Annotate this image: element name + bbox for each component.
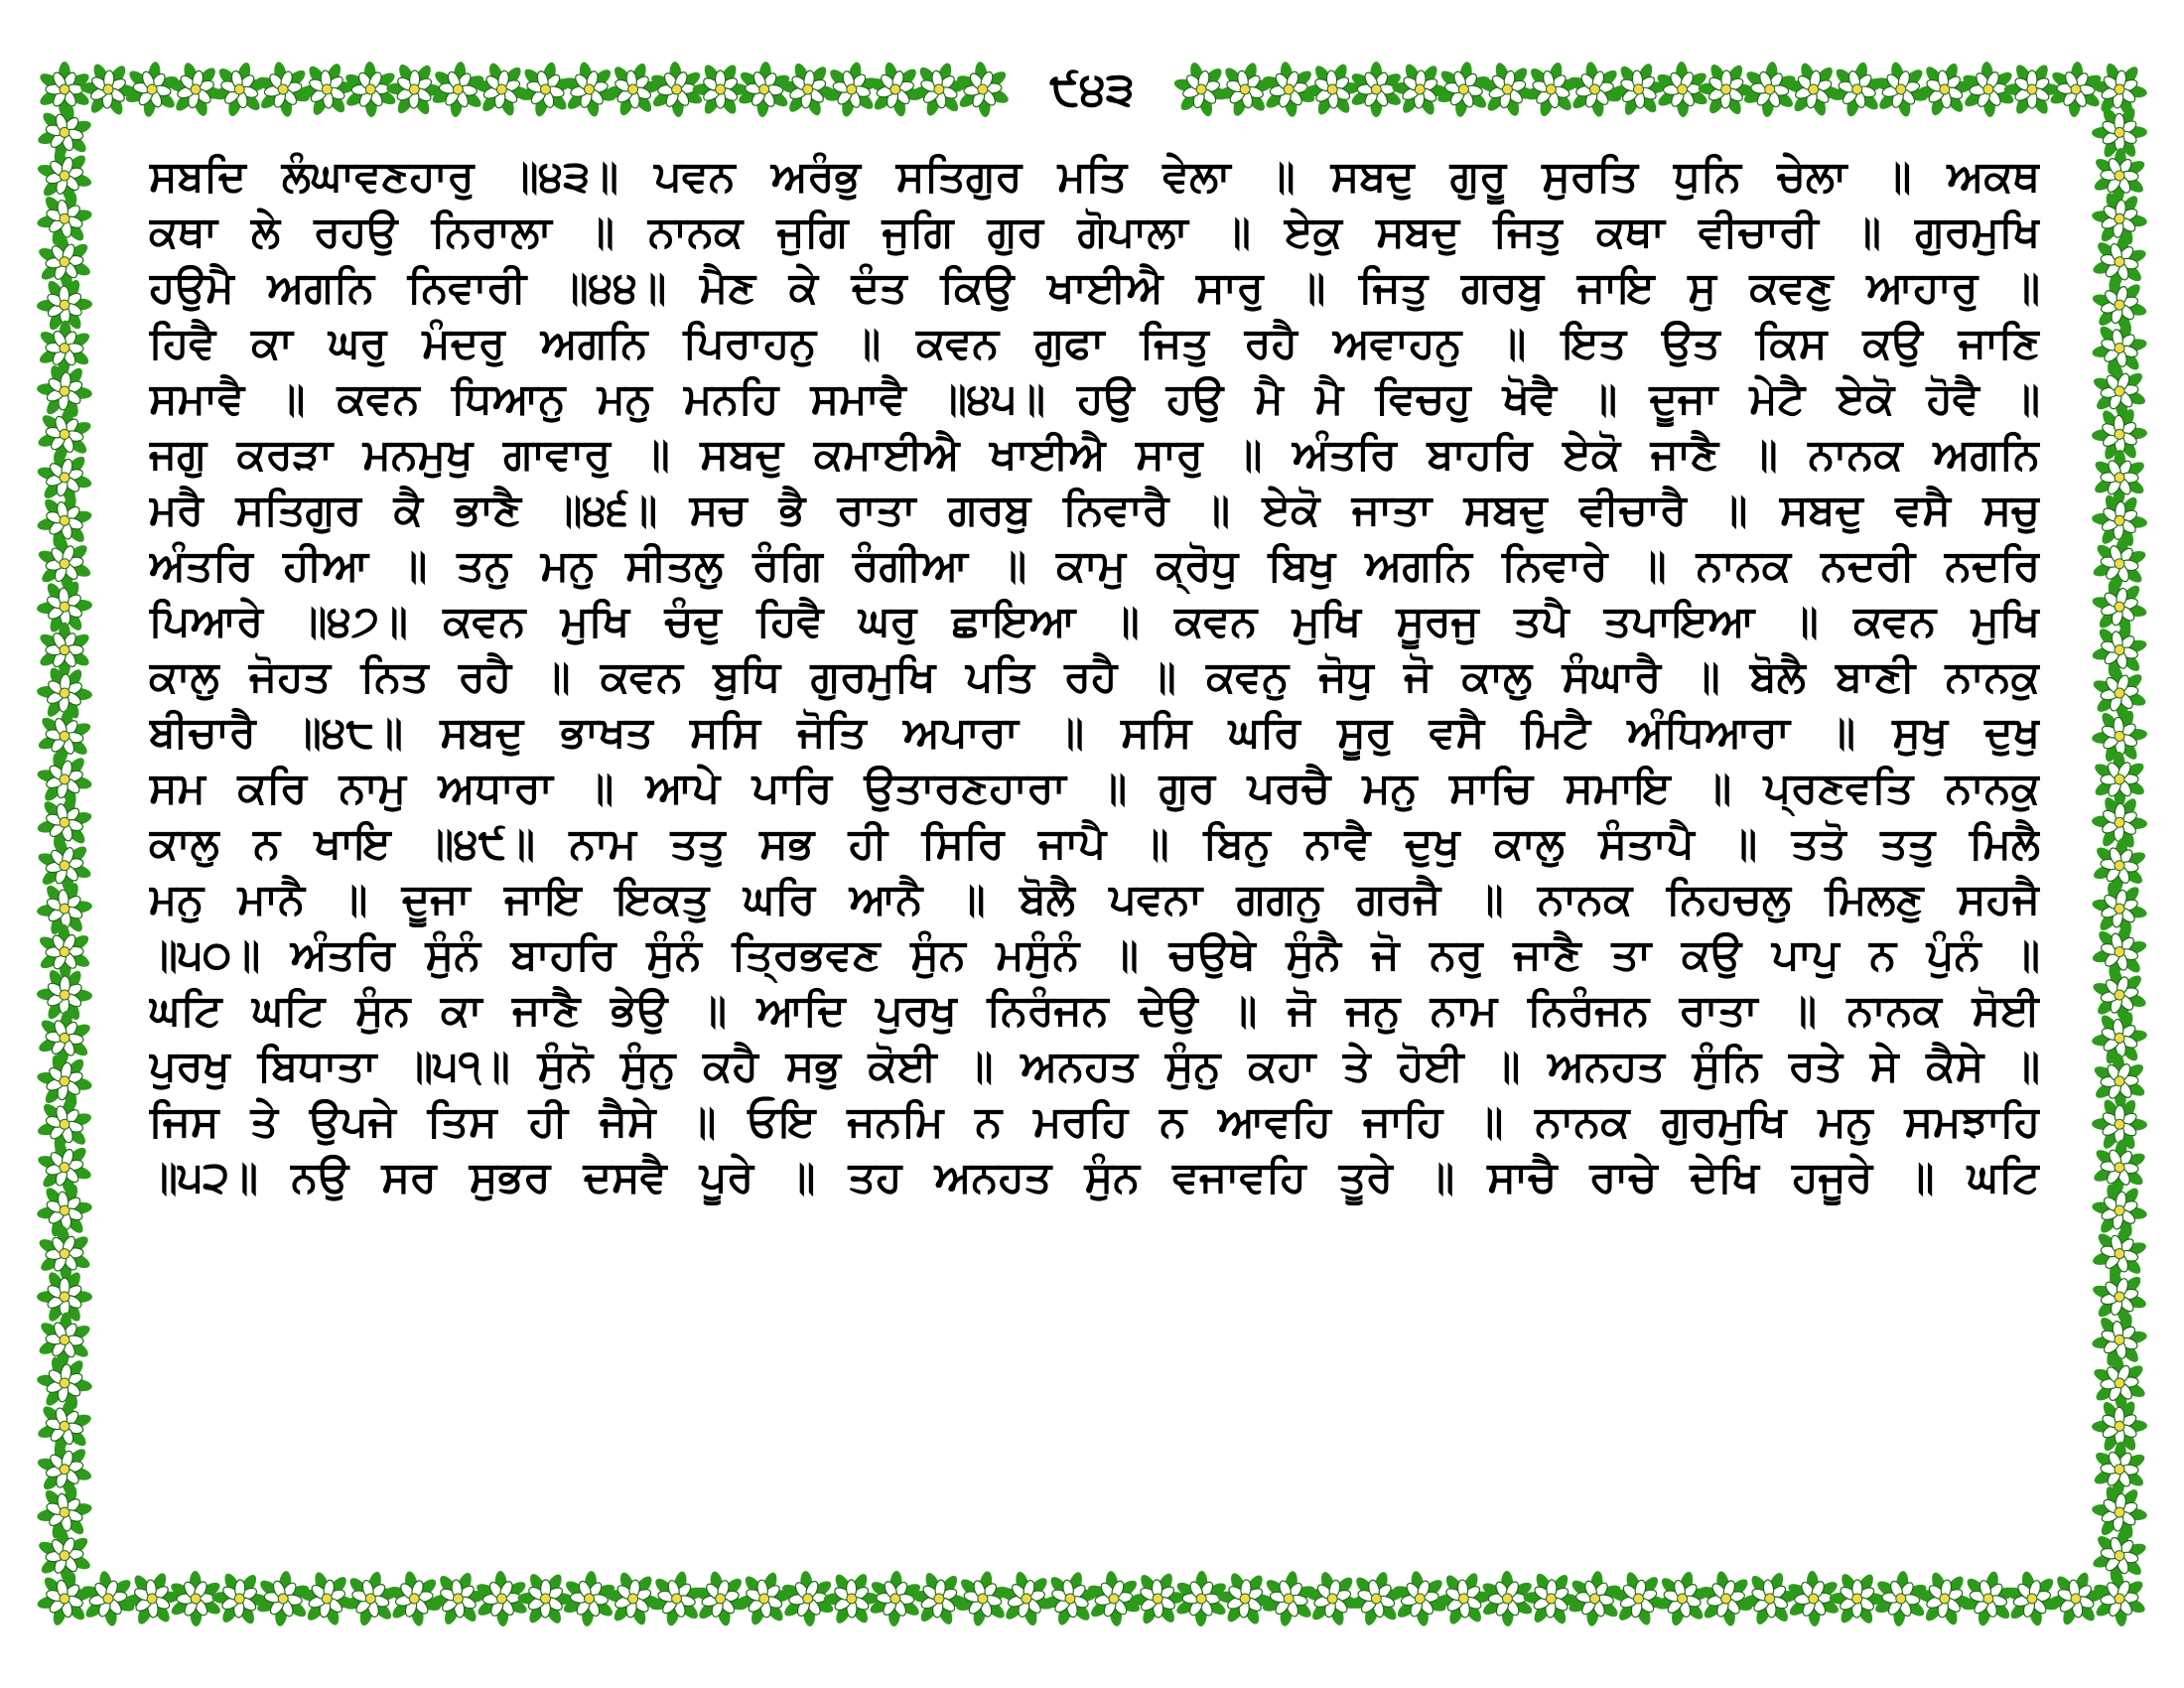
border-flower	[33, 402, 95, 467]
text-line-7: ਮਰੈ ਸਤਿਗੁਰ ਕੈ ਭਾਣੈ ॥੪੬॥ ਸਚ ਭੈ ਰਾਤਾ ਗਰਬੁ ਨਿਵਾਰੈ ॥ ਏਕੋ ਜਾਤਾ ਸਬਦੁ ਵੀਚਾਰੈ ॥ ਸਬਦੁ ਵਸੈ ਸਚੁ	[149, 486, 2040, 535]
border-flower	[36, 1311, 93, 1370]
text-line-4: ਹਿਵੈ ਕਾ ਘਰੁ ਮੰਦਰੁ ਅਗਨਿ ਪਿਰਾਹਨੁ ॥ ਕਵਨ ਗੁਫਾ ਜਿਤੁ ਰਹੈ ਅਵਾਹਨੁ ॥ ਇਤ ਉਤ ਕਿਸ ਕਉ ਜਾਣਿ	[149, 319, 2040, 368]
text-line-17: ਪੁਰਖੁ ਬਿਧਾਤਾ ॥੫੧॥ ਸੁੰਨੋ ਸੁੰਨੁ ਕਹੈ ਸਭੁ ਕੋਈ ॥ ਅਨਹਤ ਸੁੰਨੁ ਕਹਾ ਤੇ ਹੋਈ ॥ ਅਨਹਤ ਸੁੰਨਿ ਰਤੇ ਸੇ ਕੈਸੇ ॥	[149, 1042, 2040, 1091]
border-flower	[2090, 835, 2150, 897]
text-line-8: ਅੰਤਰਿ ਹੀਆ ॥ ਤਨੁ ਮਨੁ ਸੀਤਲੁ ਰੰਗਿ ਰੰਗੀਆ ॥ ਕਾਮੁ ਕ੍ਰੋਧੁ ਬਿਖੁ ਅਗਨਿ ਨਿਵਾਰੇ ॥ ਨਾਨਕ ਨਦਰੀ ਨਦਰਿ	[149, 541, 2040, 591]
border-flower	[2091, 147, 2147, 206]
text-line-9: ਪਿਆਰੇ ॥੪੭॥ ਕਵਨ ਮੁਖਿ ਚੰਦੁ ਹਿਵੈ ਘਰੁ ਛਾਇਆ ॥ ਕਵਨ ਮੁਖਿ ਸੂਰਜੁ ਤਪੈ ਤਪਾਇਆ ॥ ਕਵਨ ਮੁਖਿ	[149, 597, 2040, 646]
border-flower	[34, 705, 95, 768]
border-flower	[2089, 532, 2151, 596]
border-flower	[2090, 1137, 2148, 1197]
border-flower	[35, 1008, 94, 1068]
text-line-14: ਮਨੁ ਮਾਨੈ ॥ ਦੂਜਾ ਜਾਇ ਇਕਤੁ ਘਰਿ ਆਨੈ ॥ ਬੋਲੈ ਪਵਨਾ ਗਗਨੁ ਗਰਜੈ ॥ ਨਾਨਕ ਨਿਹਚਲੁ ਮਿਲਣੁ ਸਹਜੈ	[149, 875, 2040, 924]
text-line-6: ਜਗੁ ਕਰੜਾ ਮਨਮੁਖੁ ਗਾਵਾਰੁ ॥ ਸਬਦੁ ਕਮਾਈਐ ਖਾਈਐ ਸਾਰੁ ॥ ਅੰਤਰਿ ਬਾਹਰਿ ਏਕੋ ਜਾਣੈ ॥ ਨਾਨਕ ਅਗਨਿ	[149, 430, 2040, 480]
border-flower	[2092, 449, 2146, 505]
text-line-12: ਸਮ ਕਰਿ ਨਾਮੁ ਅਧਾਰਾ ॥ ਆਪੇ ਪਾਰਿ ਉਤਾਰਣਹਾਰਾ ॥ ਗੁਰ ਪਰਚੈ ਮਨੁ ਸਾਚਿ ਸਮਾਇ ॥ ਪ੍ਰਣਵਤਿ ਨਾਨਕੁ	[149, 764, 2040, 813]
text-line-18: ਜਿਸ ਤੇ ਉਪਜੇ ਤਿਸ ਹੀ ਜੈਸੇ ॥ ਓਇ ਜਨਮਿ ਨ ਮਰਹਿ ਨ ਆਵਹਿ ਜਾਹਿ ॥ ਨਾਨਕ ਗੁਰਮੁਖਿ ਮਨੁ ਸਮਝਾਹਿ	[149, 1097, 2040, 1147]
text-line-5: ਸਮਾਵੈ ॥ ਕਵਨ ਧਿਆਨੁ ਮਨੁ ਮਨਹਿ ਸਮਾਵੈ ॥੪੫॥ ਹਉ ਹਉ ਮੈ ਮੈ ਵਿਚਹੁ ਖੋਵੈ ॥ ਦੂਜਾ ਮੇਟੈ ਏਕੋ ਹੋਵੈ ॥	[149, 374, 2040, 424]
scripture-text	[149, 149, 2040, 1539]
page-number: ੯੪੩	[1032, 54, 1152, 123]
text-line-10: ਕਾਲੁ ਜੋਹਤ ਨਿਤ ਰਹੈ ॥ ਕਵਨ ਬੁਧਿ ਗੁਰਮੁਖਿ ਪਤਿ ਰਹੈ ॥ ਕਵਨੁ ਜੋਧੁ ਜੋ ਕਾਲੁ ਸੰਘਾਰੈ ॥ ਬੋਲੈ ਬਾਣੀ ਨਾਨਕੁ	[149, 652, 2040, 702]
text-line-16: ਘਟਿ ਘਟਿ ਸੁੰਨ ਕਾ ਜਾਣੈ ਭੇਉ ॥ ਆਦਿ ਪੁਰਖੁ ਨਿਰੰਜਨ ਦੇਉ ॥ ਜੋ ਜਨੁ ਨਾਮ ਨਿਰੰਜਨ ਰਾਤਾ ॥ ਨਾਨਕ ਸੋਈ	[149, 986, 2040, 1036]
text-line-1: ਸਬਦਿ ਲੰਘਾਵਣਹਾਰੁ ॥੪੩॥ ਪਵਨ ਅਰੰਭੁ ਸਤਿਗੁਰ ਮਤਿ ਵੇਲਾ ॥ ਸਬਦੁ ਗੁਰੂ ਸੁਰਤਿ ਧੁਨਿ ਚੇਲਾ ॥ ਅਕਥ	[149, 152, 2040, 202]
border-flower	[37, 320, 92, 377]
text-line-3: ਹਉਮੈ ਅਗਨਿ ਨਿਵਾਰੀ ॥੪੪॥ ਮੈਣ ਕੇ ਦੰਤ ਕਿਉ ਖਾਈਐ ਸਾਰੁ ॥ ਜਿਤੁ ਗਰਬੁ ਜਾਇ ਸੁ ਕਵਣੁ ਆਹਾਰੁ ॥	[149, 263, 2040, 313]
text-line-19: ॥੫੨॥ ਨਉ ਸਰ ਸੁਭਰ ਦਸਵੈ ਪੂਰੇ ॥ ਤਹ ਅਨਹਤ ਸੁੰਨ ਵਜਾਵਹਿ ਤੂਰੇ ॥ ਸਾਚੈ ਰਾਚੇ ਦੇਖਿ ਹਜੂਰੇ ॥ ਘਟਿ	[149, 1153, 2040, 1202]
border-flower	[2088, 1523, 2151, 1588]
text-line-11: ਬੀਚਾਰੈ ॥੪੮॥ ਸਬਦੁ ਭਾਖਤ ਸਸਿ ਜੋਤਿ ਅਪਾਰਾ ॥ ਸਸਿ ਘਰਿ ਸੂਰੁ ਵਸੈ ਮਿਟੈ ਅੰਧਿਆਰਾ ॥ ਸੁਖੁ ਦੁਖੁ	[149, 708, 2040, 758]
border-flower	[2091, 1440, 2147, 1498]
text-line-13: ਕਾਲੁ ਨ ਖਾਇ ॥੪੯॥ ਨਾਮ ਤਤੁ ਸਭ ਹੀ ਸਿਰਿ ਜਾਪੈ ॥ ਬਿਨੁ ਨਾਵੈ ਦੁਖੁ ਕਾਲੁ ਸੰਤਾਪੈ ॥ ਤਤੋ ਤਤੁ ਮਿਲੈ	[149, 819, 2040, 869]
text-line-2: ਕਥਾ ਲੇ ਰਹਉ ਨਿਰਾਲਾ ॥ ਨਾਨਕ ਜੁਗਿ ਜੁਗਿ ਗੁਰ ਗੋਪਾਲਾ ॥ ਏਕੁ ਸਬਦੁ ਜਿਤੁ ਕਥਾ ਵੀਚਾਰੀ ॥ ਗੁਰਮੁਖਿ	[149, 208, 2040, 257]
text-line-15: ॥੫੦॥ ਅੰਤਰਿ ਸੁੰਨੰ ਬਾਹਰਿ ਸੁੰਨੰ ਤ੍ਰਿਭਵਣ ਸੁੰਨ ਮਸੁੰਨੰ ॥ ਚਉਥੇ ਸੁੰਨੈ ਜੋ ਨਰੁ ਜਾਣੈ ਤਾ ਕਉ ਪਾਪੁ ਨ ਪੁੰਨੰ ॥	[149, 930, 2040, 980]
border-flower	[38, 623, 91, 678]
